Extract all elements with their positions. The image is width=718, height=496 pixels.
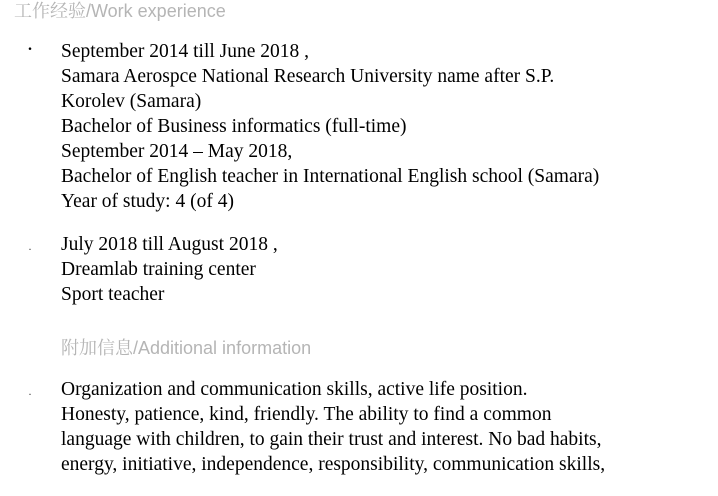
entry-line: Samara Aerospce National Research University name after S.P. — [61, 66, 555, 87]
entry-line: Korolev (Samara) — [61, 91, 202, 112]
entry-line: Year of study: 4 (of 4) — [61, 191, 234, 212]
entry-text-block — [61, 232, 711, 307]
section-heading-additional-information: 附加信息/Additional information — [61, 338, 312, 358]
entry-line: language with children, to gain their trust and interest. No bad habits, — [61, 429, 602, 450]
entry-line: July 2018 till August 2018 , — [61, 234, 278, 255]
entry-line: energy, initiative, independence, responsibility, communication skills, — [61, 454, 606, 475]
bullet: . — [28, 239, 32, 253]
entry-text-block — [61, 39, 711, 214]
entry-line: September 2014 – May 2018, — [61, 141, 293, 162]
entry-line: Dreamlab training center — [61, 259, 256, 280]
entry-line: Bachelor of English teacher in International English school (Samara) — [61, 166, 600, 187]
entry-text-block — [61, 377, 711, 477]
entry-line: Organization and communication skills, active life position. — [61, 379, 528, 400]
bullet: . — [28, 37, 32, 54]
entry-line: Honesty, patience, kind, friendly. The ability to find a common — [61, 404, 552, 425]
entry-line: Bachelor of Business informatics (full-time) — [61, 116, 407, 137]
entry-line: Sport teacher — [61, 284, 165, 305]
section-heading-work-experience: 工作经验/Work experience — [14, 1, 226, 21]
entry-line: September 2014 till June 2018 , — [61, 41, 310, 62]
bullet: . — [28, 384, 32, 398]
